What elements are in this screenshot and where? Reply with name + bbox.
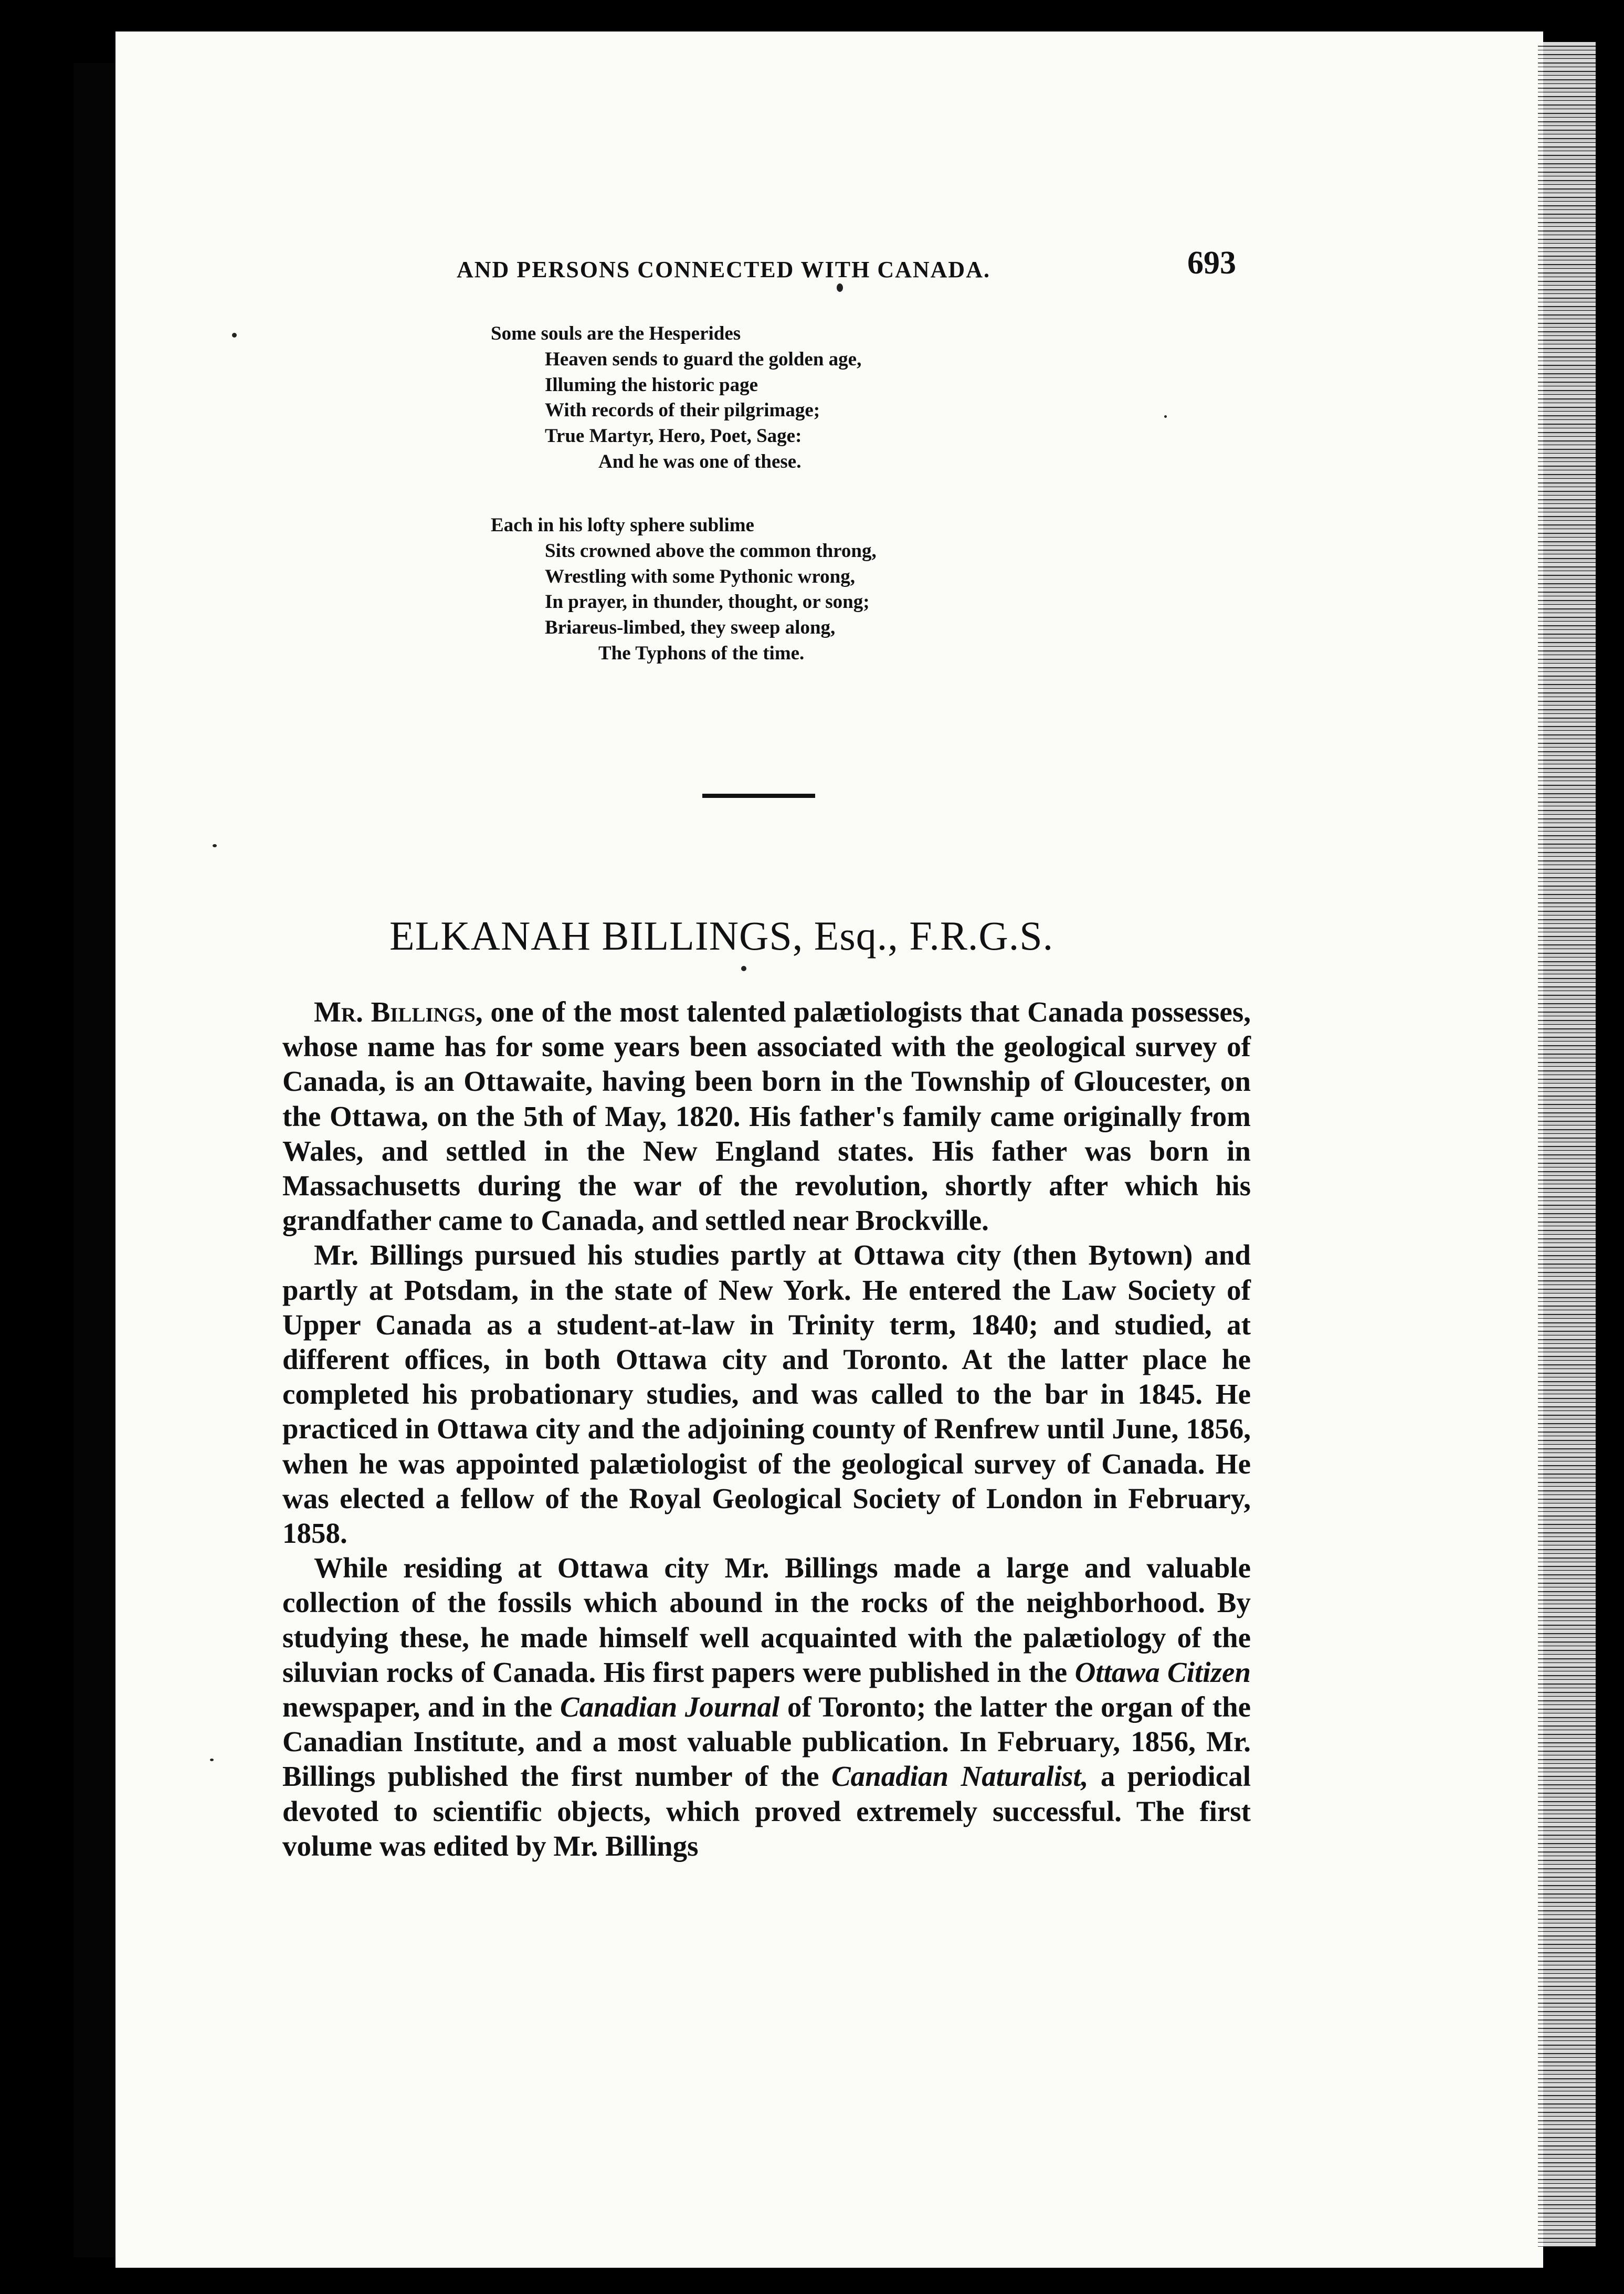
poem-line: Heaven sends to guard the golden age, bbox=[545, 348, 862, 370]
newspaper-title: Ottawa Citizen bbox=[1074, 1656, 1251, 1688]
poem-line: And he was one of these. bbox=[598, 450, 802, 472]
scan-speck bbox=[210, 1759, 214, 1761]
poem-line: Sits crowned above the common throng, bbox=[545, 540, 877, 562]
scan-speck bbox=[837, 283, 843, 292]
poem-line: Some souls are the Hesperides bbox=[491, 323, 741, 344]
paragraph-2: Mr. Billings pursued his studies partly at Ottawa city (then Bytown) and partly at Potsdam, in the state of New York. He entered the Law Society of Upper Canada as a student-at-law in Trinity term, 1840; and studied, at different offices, in both Ottawa city and Toronto. At the latter place he completed his probationary studies, and was called to the bar in 1845. He practiced in Ottawa city and the adjoining county of Renfrew until June, 1856, when he was appointed palætiologist of the geological survey of Canada. He was elected a fellow of the Royal Geological Society of London in February, 1858. bbox=[282, 1239, 1251, 1550]
paragraph-text: newspaper, and in the bbox=[282, 1691, 561, 1723]
paragraph-text: While residing at Ottawa city Mr. Billings made a large and valuable collection of the fossils which abound in the rocks of the neighborhood. By studying these, he made himself well acquainted with the palætiology of the siluvian rocks of Canada. His first papers were published in the bbox=[282, 1552, 1251, 1688]
paragraph-text: a periodical devoted to scientific objects, which proved extremely successful. The first volume was edited by Mr. Billings bbox=[282, 1760, 1251, 1862]
paragraph-text: one of the most talented palætiologists that Canada possesses, whose name has for some years been associated with the geological survey of Canada, is an Ottawaite, having been born in the Township of Gloucester, on the Ottawa, on the 5th of May, 1820. His father's family came originally from Wales, and settled in the New England states. His father was born in Massachusetts during the war of the revolution, shortly after which his grandfather came to Canada, and settled near Brockville. bbox=[282, 996, 1251, 1237]
paragraph-3 bbox=[282, 1551, 1251, 1864]
poem-stanza-2 bbox=[491, 513, 877, 667]
journal-title: Canadian Journal bbox=[560, 1691, 780, 1723]
scan-speck bbox=[1164, 415, 1167, 418]
poem-line: Each in his lofty sphere sublime bbox=[491, 514, 754, 536]
poem-line: Illuming the historic page bbox=[545, 374, 758, 396]
paragraph-1 bbox=[282, 995, 1251, 1238]
paragraph-text: of Toronto; the latter the organ of the Canadian Institute, and a most valuable publication. In February, 1856, Mr. Billings published the first number of the bbox=[282, 1691, 1251, 1793]
poem-line: In prayer, in thunder, thought, or song; bbox=[545, 591, 870, 613]
running-head: AND PERSONS CONNECTED WITH CANADA. bbox=[457, 257, 990, 282]
scan-speck bbox=[741, 966, 746, 971]
poem-line: True Martyr, Hero, Poet, Sage: bbox=[545, 425, 802, 447]
article-title: ELKANAH BILLINGS, Esq., F.R.G.S. bbox=[389, 913, 1054, 959]
scan-right-edge bbox=[1538, 42, 1596, 2247]
scan-speck bbox=[213, 844, 217, 847]
scan-speck bbox=[232, 333, 237, 338]
scan-left-edge bbox=[73, 63, 121, 2257]
poem-line: The Typhons of the time. bbox=[598, 642, 805, 664]
section-divider bbox=[702, 794, 815, 798]
poem-stanza-1 bbox=[491, 321, 861, 475]
page-number: 693 bbox=[1187, 245, 1236, 281]
article-body bbox=[282, 995, 1251, 1864]
paragraph-lead: Mr. Billings, bbox=[314, 996, 483, 1028]
periodical-title: Canadian Naturalist, bbox=[831, 1760, 1089, 1793]
poem-line: Wrestling with some Pythonic wrong, bbox=[545, 565, 855, 587]
poem-line: Briareus-limbed, they sweep along, bbox=[545, 617, 836, 639]
poem-line: With records of their pilgrimage; bbox=[545, 399, 820, 422]
